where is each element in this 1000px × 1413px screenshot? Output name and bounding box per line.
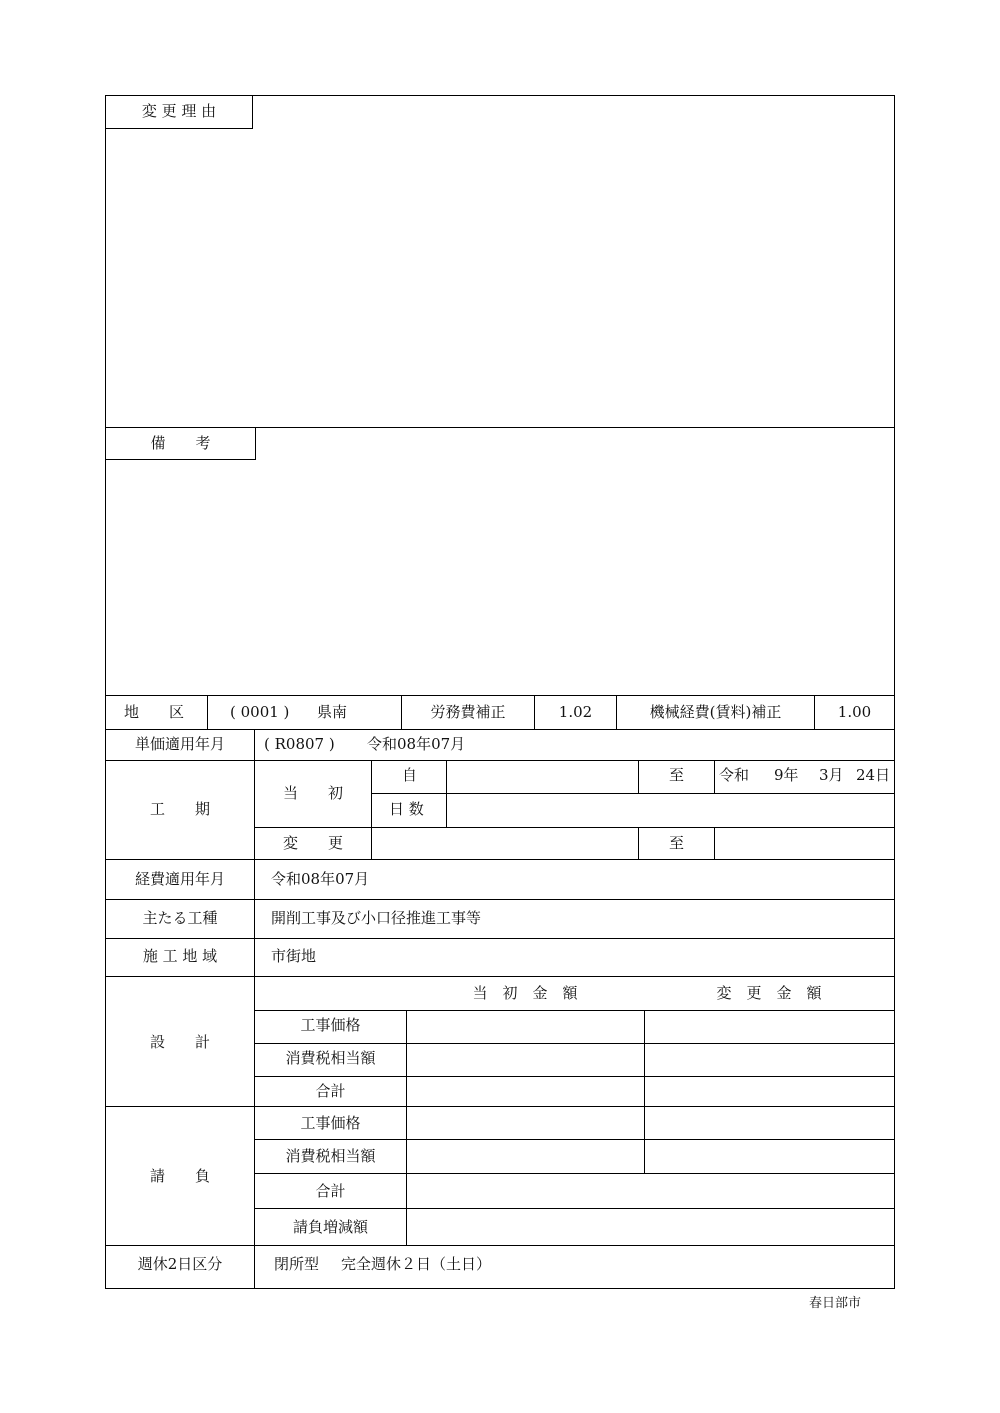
- divider: [106, 1106, 894, 1107]
- divider: [106, 899, 894, 900]
- period-days-label: 日 数: [389, 800, 424, 818]
- divider: [254, 1139, 894, 1140]
- period-to-era: 令和: [719, 766, 750, 784]
- divider: [106, 128, 252, 129]
- contract-total-label: 合計: [315, 1182, 346, 1200]
- divider: [254, 729, 255, 1288]
- divider: [254, 1173, 894, 1174]
- changed-amount-header: 変 更 金 額: [716, 984, 822, 1002]
- divider: [106, 760, 894, 761]
- period-to-label: 至: [668, 766, 684, 784]
- contract-label: 請 負: [149, 1167, 210, 1185]
- divider: [371, 760, 372, 859]
- divider: [714, 760, 715, 793]
- main-work-label: 主たる工種: [142, 909, 218, 927]
- main-work-value: 開削工事及び小口径推進工事等: [271, 909, 482, 927]
- machine-correction-value: 1.00: [837, 703, 872, 721]
- divider: [254, 1043, 894, 1044]
- period-initial-label: 当 初: [282, 784, 343, 802]
- divider: [446, 760, 447, 827]
- divider: [255, 427, 256, 460]
- period-label: 工 期: [149, 800, 210, 818]
- divider: [254, 1076, 894, 1077]
- expense-month-label: 経費適用年月: [134, 870, 225, 888]
- divider: [106, 459, 255, 460]
- region-code: ( 0001 ): [230, 703, 290, 721]
- divider: [254, 1208, 894, 1209]
- expense-month-value: 令和08年07月: [271, 870, 370, 888]
- period-change-label: 変 更: [282, 834, 343, 852]
- remarks-label: 備 考: [150, 434, 211, 452]
- change-reason-area[interactable]: [110, 136, 890, 422]
- weekly-holiday-type: 閉所型: [274, 1255, 320, 1273]
- remarks-area[interactable]: [110, 466, 890, 690]
- area-value: 市街地: [271, 947, 317, 965]
- unit-price-value: 令和08年07月: [367, 735, 466, 753]
- contract-construction-price-label: 工事価格: [300, 1114, 361, 1132]
- divider: [254, 827, 894, 828]
- weekly-holiday-value: 完全週休２日（土日）: [341, 1255, 492, 1273]
- initial-amount-header: 当 初 金 額: [472, 984, 578, 1002]
- period-from-label: 自: [402, 766, 418, 784]
- contract-tax-label: 消費税相当額: [285, 1147, 376, 1165]
- divider: [406, 1208, 407, 1245]
- divider: [106, 938, 894, 939]
- region-label: 地 区: [124, 703, 185, 721]
- divider: [106, 695, 894, 696]
- machine-correction-label: 機械経費(賃料)補正: [649, 703, 782, 721]
- divider: [106, 1245, 894, 1246]
- divider: [106, 729, 894, 730]
- area-label: 施 工 地 域: [142, 947, 218, 965]
- unit-price-code: ( R0807 ): [264, 735, 335, 753]
- design-total-label: 合計: [315, 1082, 346, 1100]
- divider: [406, 1010, 407, 1208]
- period-to-month: 3月: [819, 766, 844, 784]
- design-label: 設 計: [149, 1033, 210, 1051]
- change-form: [105, 95, 895, 1289]
- divider: [106, 859, 894, 860]
- divider: [106, 427, 894, 428]
- divider: [252, 96, 253, 129]
- labor-correction-value: 1.02: [558, 703, 593, 721]
- period-change-to-label: 至: [668, 834, 684, 852]
- weekly-holiday-label: 週休2日区分: [137, 1255, 223, 1273]
- period-to-day: 24日: [856, 766, 891, 784]
- change-reason-label: 変 更 理 由: [141, 102, 217, 120]
- region-name: 県南: [317, 703, 348, 721]
- period-days-field[interactable]: [448, 795, 892, 825]
- divider: [714, 827, 715, 859]
- city-name: 春日部市: [809, 1296, 862, 1311]
- design-tax-label: 消費税相当額: [285, 1049, 376, 1067]
- divider: [106, 976, 894, 977]
- divider: [207, 695, 208, 729]
- contract-change-amount-label: 請負増減額: [292, 1218, 368, 1236]
- divider: [644, 1010, 645, 1173]
- divider: [371, 793, 894, 794]
- unit-price-label: 単価適用年月: [134, 735, 225, 753]
- design-construction-price-label: 工事価格: [300, 1016, 361, 1034]
- period-to-year: 9年: [774, 766, 799, 784]
- divider: [254, 1010, 894, 1011]
- labor-correction-label: 労務費補正: [430, 703, 506, 721]
